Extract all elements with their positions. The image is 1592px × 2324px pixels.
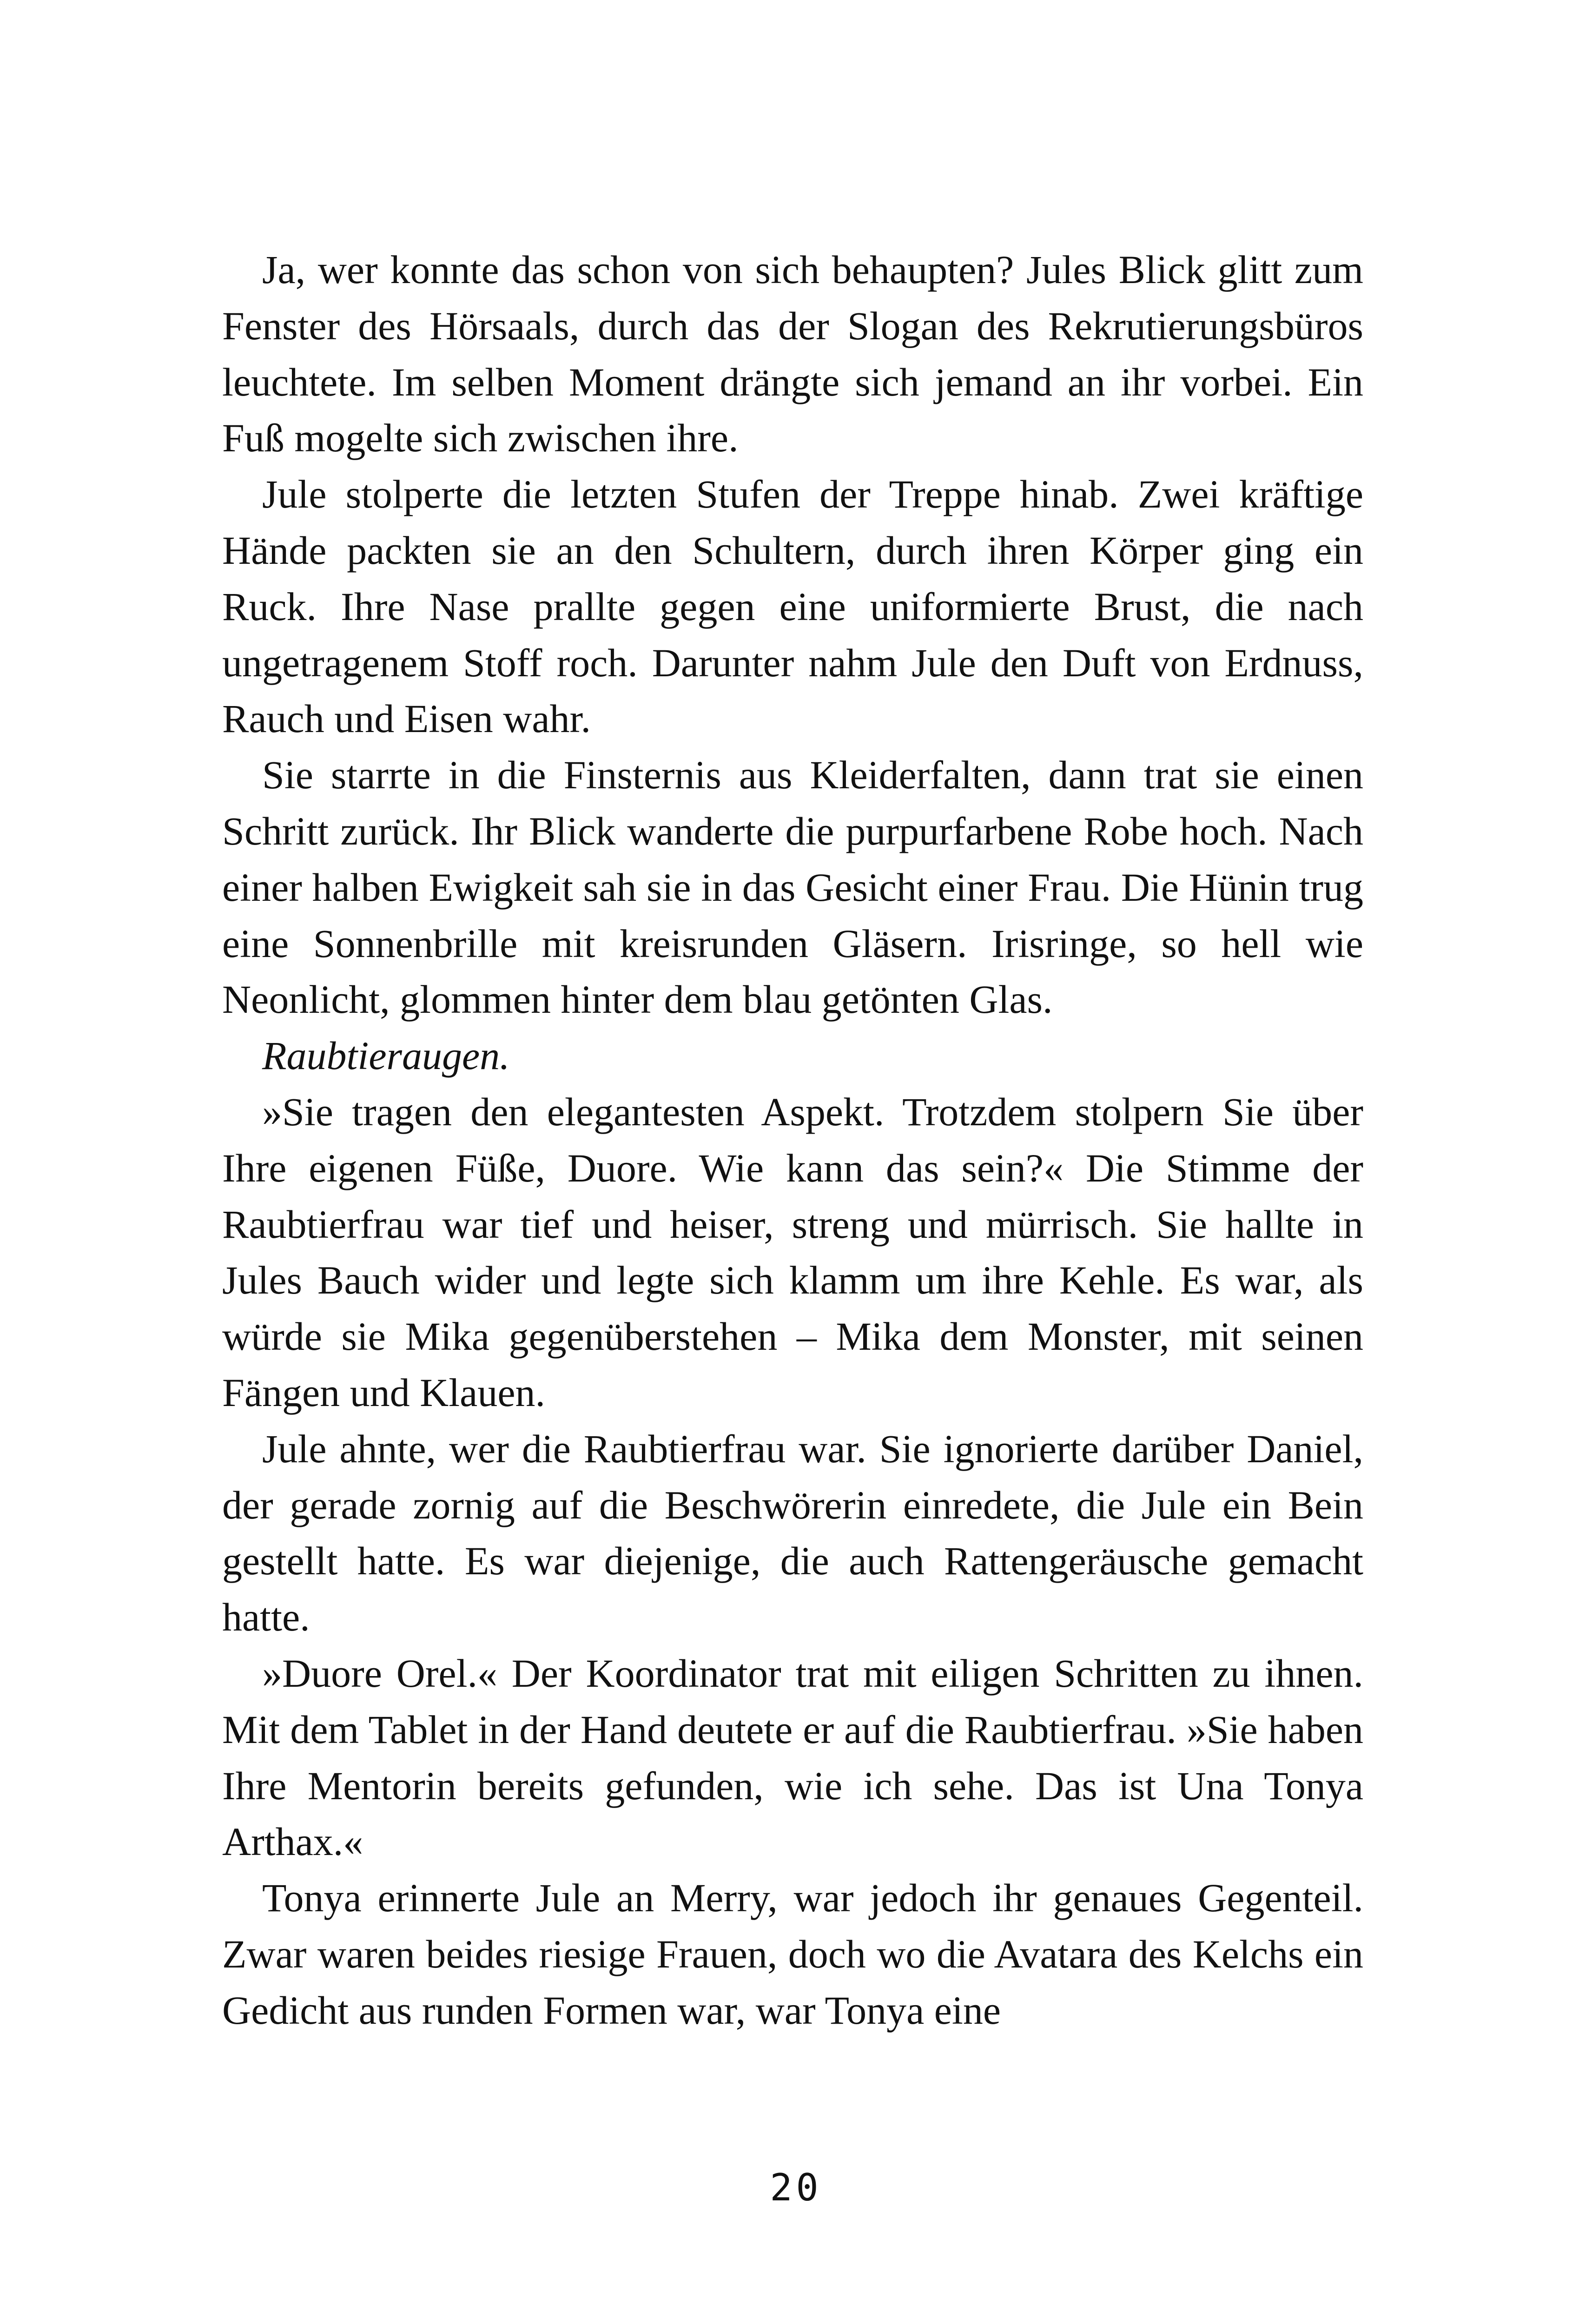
paragraph: Ja, wer konnte das schon von sich behaupten? Jules Blick glitt zum Fenster des Hörsaals, durch das der Slogan des Rekrutierungsbüros leuchtete. Im selben Moment drängte sich jemand an ihr vorbei. Ein Fuß mogelte sich zwischen ihre. bbox=[222, 247, 1363, 461]
paragraph: »Sie tragen den elegantesten Aspekt. Trotzdem stolpern Sie über Ihre eigenen Füße, Duore. Wie kann das sein?« Die Stimme der Raubtierfrau war tief und heiser, streng und mürrisch. Sie hallte in Jules Bauch wider und legte sich klamm um ihre Kehle. Es war, als würde sie Mika gegenüberstehen – Mika dem Monster, mit seinen Fängen und Klauen. bbox=[222, 1089, 1363, 1415]
paragraph: Jule ahnte, wer die Raubtierfrau war. Sie ignorierte darüber Daniel, der gerade zornig auf die Beschwörerin einredete, die Jule ein Bein gestellt hatte. Es war diejenige, die auch Rattengeräusche gemacht hatte. bbox=[222, 1426, 1363, 1640]
paragraph: Tonya erinnerte Jule an Merry, war jedoch ihr genaues Gegenteil. Zwar waren beides riesige Frauen, doch wo die Avatara des Kelchs ein Gedicht aus runden Formen war, war Tonya eine bbox=[222, 1875, 1363, 2033]
paragraph: Sie starrte in die Finsternis aus Kleiderfalten, dann trat sie einen Schritt zurück. Ihr Blick wanderte die purpurfarbene Robe hoch. Nach einer halben Ewigkeit sah sie in das Gesicht einer Frau. Die Hünin trug eine Sonnenbrille mit kreisrunden Gläsern. Irisringe, so hell wie Neonlicht, glommen hinter dem blau getönten Glas. bbox=[222, 753, 1363, 1022]
paragraph-italic: Raubtieraugen. bbox=[262, 1033, 510, 1078]
body-text bbox=[222, 242, 1363, 2039]
paragraph: »Duore Orel.« Der Koordinator trat mit eiligen Schritten zu ihnen. Mit dem Tablet in der Hand deutete er auf die Raubtierfrau. »Sie haben Ihre Mentorin bereits gefunden, wie ich sehe. Das ist Una Tonya Arthax.« bbox=[222, 1651, 1363, 1864]
page-number: 20 bbox=[770, 2166, 822, 2209]
paragraph: Jule stolperte die letzten Stufen der Treppe hinab. Zwei kräftige Hände packten sie an den Schultern, durch ihren Körper ging ein Ruck. Ihre Nase prallte gegen eine uniformierte Brust, die nach ungetragenem Stoff roch. Darunter nahm Jule den Duft von Erdnuss, Rauch und Eisen wahr. bbox=[222, 472, 1363, 741]
